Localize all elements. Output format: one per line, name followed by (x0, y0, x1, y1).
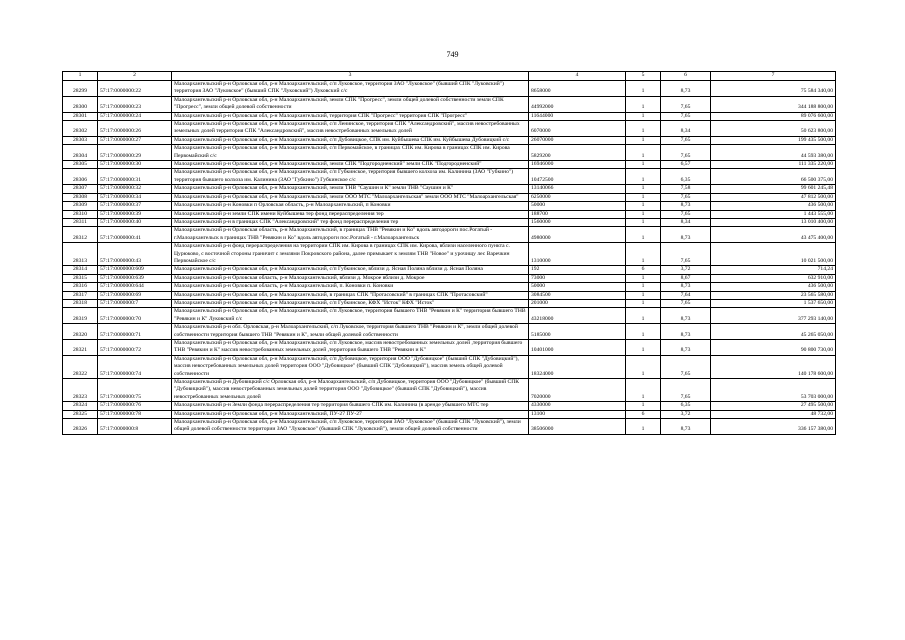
location-description: Малоархангельский р-н Орловская область, р-н Малоархангельский, вблизи д. Мокрое вблизи д. Мокрое (172, 274, 529, 282)
area-value: 43218000 (529, 308, 626, 324)
specific-value: 3,72 (661, 266, 711, 274)
row-number: 28307 (63, 185, 98, 193)
specific-value: 8,34 (661, 218, 711, 226)
location-description: Малоархангельский р-н Коновки п Орловская область, р-н Малоархангельский, п Коновки (172, 202, 529, 210)
cadastral-number: 57:17:0000000:70 (98, 308, 172, 324)
row-number: 28326 (63, 419, 98, 435)
cadastral-value: 344 188 800,00 (711, 96, 836, 112)
cadastral-number: 57:17:0000000:39 (98, 210, 172, 218)
row-number: 28316 (63, 283, 98, 291)
row-number: 28320 (63, 324, 98, 340)
header-cell: 7 (711, 72, 836, 81)
area-value: 8658000 (529, 81, 626, 97)
cadastral-value: 43 475 400,00 (711, 227, 836, 243)
group-code: 1 (626, 379, 661, 402)
row-number: 28306 (63, 169, 98, 185)
row-number: 28321 (63, 340, 98, 356)
location-description: Малоархангельский р-н Орловская обл, р-н Малоархангельский, с/п Губкинское, КФХ "Исток" КФХ "Исток" (172, 299, 529, 307)
table-row (63, 340, 836, 356)
area-value: 7020000 (529, 379, 626, 402)
group-code: 1 (626, 145, 661, 161)
location-description: Малоархангельский р-н Орловская область, р-н Малоархангельский, п. Коновки п. Коновки (172, 283, 529, 291)
cadastral-number: 57:17:0000000:23 (98, 96, 172, 112)
table-row (63, 291, 836, 299)
header-cell: 4 (529, 72, 626, 81)
area-value: 11644000 (529, 112, 626, 120)
cadastral-number: 57:17:0000000:71 (98, 324, 172, 340)
header-cell: 3 (172, 72, 529, 81)
cadastral-value: 13 010 400,00 (711, 218, 836, 226)
specific-value: 8,73 (661, 227, 711, 243)
cadastral-value: 90 800 730,00 (711, 340, 836, 356)
location-description: Малоархангельский р-н Орловская обл, р-н Малоархангельский, территория СПК "Прогресс" территория СПК "Прогресс" (172, 112, 529, 120)
area-value: 4330000 (529, 402, 626, 410)
location-description: Малоархангельский р-н Дубовицкий с/с Орловская обл, р-н Малоархангельский, с/п Дубовицкое, территория ООО "Дубовицкое" (бывший СПК "Дубовицкий"), массив невостребованных земельных долей территория ООО "Дубовицкое" (бывший СПК "Дубовицкий"), массив невостребованных земельных долей (172, 379, 529, 402)
group-code: 1 (626, 291, 661, 299)
group-code: 1 (626, 274, 661, 282)
area-value: 6070000 (529, 121, 626, 137)
table-row (63, 81, 836, 97)
cadastral-number: 57:17:0000000:69 (98, 291, 172, 299)
area-value: 13140066 (529, 185, 626, 193)
group-code: 6 (626, 410, 661, 418)
group-code: 1 (626, 283, 661, 291)
location-description: Малоархангельский р-н Орловская обл, р-н Малоархангельский, с/п Луковское, территория ЗАО "Луковское" (бывший СПК "Луковский"), земли общей долевой собственности территории ЗАО "Луковское" (бывший СПК "Луковский"), земли общей долевой собственности (172, 419, 529, 435)
cadastral-value: 436 500,00 (711, 202, 836, 210)
location-description: Малоархангельский р-н Орловская область, р-н Малоархангельский, в границах ТНВ "Ревякин и Ко" вдоль автодороги пос.Рогатый - г.Малоархангельск в границах ТНВ "Ревякин и Ко" вдоль автодороги пос.Рогатый - г.Малоархангельск (172, 227, 529, 243)
cadastral-number: 57:17:0000000:43 (98, 243, 172, 266)
header-cell: 6 (661, 72, 711, 81)
specific-value: 8,73 (661, 308, 711, 324)
area-value: 50000 (529, 283, 626, 291)
table-row (63, 112, 836, 120)
cadastral-number: 57:17:0000000:40 (98, 218, 172, 226)
group-code: 1 (626, 218, 661, 226)
location-description: Малоархангельский р-н Орловская обл, р-н Малоархангельский, земли ТНВ "Саушин и К" земли ТНВ "Саушин и К" (172, 185, 529, 193)
cadastral-number: 57:17:0000000:29 (98, 145, 172, 161)
specific-value: 7,58 (661, 185, 711, 193)
cadastral-number: 57:17:0000000:8 (98, 419, 172, 435)
area-value: 5185000 (529, 324, 626, 340)
group-code: 1 (626, 355, 661, 378)
page-number: 749 (446, 50, 459, 59)
cadastral-number: 57:17:0000000:22 (98, 81, 172, 97)
cadastral-value: 23 565 580,00 (711, 291, 836, 299)
cadastral-value: 377 293 140,00 (711, 308, 836, 324)
group-code: 1 (626, 243, 661, 266)
specific-value: 7,65 (661, 112, 711, 120)
row-number: 28322 (63, 355, 98, 378)
table-row (63, 96, 836, 112)
table-row (63, 283, 836, 291)
table-row (63, 419, 836, 435)
cadastral-number: 57:17:0000000:30 (98, 161, 172, 169)
location-description: Малоархангельский р-н фонд перераспределения на территории СПК им. Кирова в границах СПК им. Кирова, вблизи населенного пункта с. Цурюково, с восточной стороны граничит с землями Покровского района, далее примыкает к землям ТНВ "Новое" и урочищу лес Варечкин Первомайское с/с (172, 243, 529, 266)
table-row (63, 185, 836, 193)
group-code: 1 (626, 81, 661, 97)
cadastral-value: 48 732,00 (711, 410, 836, 418)
row-number: 28314 (63, 266, 98, 274)
cadastral-value: 75 584 340,00 (711, 81, 836, 97)
specific-value: 8,73 (661, 324, 711, 340)
area-value: 1310000 (529, 243, 626, 266)
table-row (63, 308, 836, 324)
cadastral-number: 57:17:0000000:24 (98, 112, 172, 120)
cadastral-value: 10 021 500,00 (711, 243, 836, 266)
row-number: 28312 (63, 227, 98, 243)
table-row (63, 202, 836, 210)
group-code: 1 (626, 308, 661, 324)
row-number: 28308 (63, 193, 98, 201)
location-description: Малоархангельский р-н земли СПК имени Куйбышева тер фонд перераспределения тер (172, 210, 529, 218)
specific-value: 8,73 (661, 81, 711, 97)
cadastral-value: 1 537 650,00 (711, 299, 836, 307)
group-code: 1 (626, 185, 661, 193)
table-row (63, 218, 836, 226)
group-code: 1 (626, 136, 661, 144)
specific-value: 8,34 (661, 121, 711, 137)
header-cell: 1 (63, 72, 98, 81)
area-value: 16946000 (529, 161, 626, 169)
cadastral-value: 45 265 050,00 (711, 324, 836, 340)
table-row (63, 136, 836, 144)
header-cell: 5 (626, 72, 661, 81)
area-value: 44992000 (529, 96, 626, 112)
row-number: 28309 (63, 202, 98, 210)
specific-value: 7,65 (661, 210, 711, 218)
table-row (63, 266, 836, 274)
table-row (63, 193, 836, 201)
column-number-header-row (63, 72, 836, 81)
cadastral-value: 1 443 555,00 (711, 210, 836, 218)
row-number: 28315 (63, 274, 98, 282)
row-number: 28304 (63, 145, 98, 161)
location-description: Малоархангельский р-н Орловская обл, р-н Малоархангельский, в границах СПК "Протасовский" в границах СПК "Протасовский" (172, 291, 529, 299)
specific-value: 6,35 (661, 402, 711, 410)
table-row (63, 121, 836, 137)
specific-value: 7,65 (661, 96, 711, 112)
cadastral-value: 111 335 220,00 (711, 161, 836, 169)
table-row (63, 379, 836, 402)
row-number: 28305 (63, 161, 98, 169)
specific-value: 7,65 (661, 379, 711, 402)
area-value: 6250000 (529, 193, 626, 201)
row-number: 28299 (63, 81, 98, 97)
group-code: 1 (626, 227, 661, 243)
group-code: 1 (626, 169, 661, 185)
cadastral-number: 57:17:0000000:37 (98, 202, 172, 210)
location-description: Малоархангельский р-н в границах СПК "Александровский" тер фонд перераспределения тер (172, 218, 529, 226)
cadastral-number: 57:17:0000000:74 (98, 355, 172, 378)
area-value: 4980000 (529, 227, 626, 243)
area-value: 18324000 (529, 355, 626, 378)
specific-value: 7,64 (661, 291, 711, 299)
cadastral-number: 57:17:0000000:78 (98, 410, 172, 418)
area-value: 26070000 (529, 136, 626, 144)
area-value: 73000 (529, 274, 626, 282)
location-description: Малоархангельский р-н Орловская обл, р-н Малоархангельский, земли СПК "Прогресс", земли общей долевой собственности земли СПК "Прогресс", земли общей долевой собственности (172, 96, 529, 112)
location-description: Малоархангельский р-н Орловская обл, р-н Малоархангельский, с/п Первомайское, в границах СПК им. Кирова в границах СПК им. Кирова Первомайский с/с (172, 145, 529, 161)
group-code: 1 (626, 402, 661, 410)
row-number: 28317 (63, 291, 98, 299)
location-description: Малоархангельский р-н Орловская обл, р-н Малоархангельский, с/п Губкинское, вблизи д. Ясная Поляна вблизи д. Ясная Поляна (172, 266, 529, 274)
cadastral-number: 57:17:0000000:27 (98, 136, 172, 144)
specific-value: 6,35 (661, 169, 711, 185)
location-description: Малоархангельский р-н Орловская обл, р-н Малоархангельский, с/п Луковское, массив невостребованных земельных долей ,территория бывшего ТНВ "Ревякин и К" массив невостребованных земельных долей ,территория бывшего ТНВ "Ревякин и К" (172, 340, 529, 356)
table-row (63, 402, 836, 410)
table-row (63, 210, 836, 218)
row-number: 28325 (63, 410, 98, 418)
cadastral-value: 140 178 600,00 (711, 355, 836, 378)
cadastral-value: 66 500 375,00 (711, 169, 836, 185)
cadastral-number: 57:17:0000000:7 (98, 299, 172, 307)
cadastral-number: 57:17:0000000:34 (98, 193, 172, 201)
cadastral-number: 57:17:0000000:31 (98, 169, 172, 185)
row-number: 28301 (63, 112, 98, 120)
group-code: 1 (626, 340, 661, 356)
cadastral-value: 714,24 (711, 266, 836, 274)
location-description: Малоархангельский р-н Орловская обл, р-н Малоархангельский, с/п Луковское, территория ЗАО "Луковское" (бывший СПК "Луковский") территория ЗАО "Луковское" (бывший СПК "Луковский") Луковский с/с (172, 81, 529, 97)
specific-value: 8,73 (661, 283, 711, 291)
cadastral-number: 57:17:0000000:639 (98, 274, 172, 282)
cadastral-value: 336 157 380,00 (711, 419, 836, 435)
row-number: 28313 (63, 243, 98, 266)
row-number: 28300 (63, 96, 98, 112)
area-value: 192 (529, 266, 626, 274)
location-description: Малоархангельский р-н Орловская обл, р-н Малоархангельский, с/п Луковское, территория бывшего ТНВ "Ревякин и К" территория бывшего ТНВ "Ревякин и К" Луковский с/с (172, 308, 529, 324)
cadastral-value: 44 593 380,00 (711, 145, 836, 161)
cadastral-number: 57:17:0000000:76 (98, 402, 172, 410)
area-value: 13100 (529, 410, 626, 418)
row-number: 28311 (63, 218, 98, 226)
group-code: 6 (626, 266, 661, 274)
row-number: 28302 (63, 121, 98, 137)
table-row (63, 274, 836, 282)
area-value: 201000 (529, 299, 626, 307)
cadastral-value: 50 623 800,00 (711, 121, 836, 137)
group-code: 1 (626, 210, 661, 218)
location-description: Малоархангельский р-н Орловская обл, р-н Малоархангельский, с/п Дубовицкое, территория ООО "Дубовицкое" (бывший СПК "Дубовицкий"), массив невостребованных земельных долей территория ООО "Дубовицкое" (бывший СПК "Дубовицкий"), массив земель общей долевой собственности (172, 355, 529, 378)
table-row (63, 169, 836, 185)
area-value: 38506000 (529, 419, 626, 435)
cadastral-value: 99 601 245,48 (711, 185, 836, 193)
specific-value: 8,67 (661, 274, 711, 282)
specific-value: 7,65 (661, 193, 711, 201)
cadastral-value: 27 495 500,00 (711, 402, 836, 410)
area-value: 50000 (529, 202, 626, 210)
cadastral-number: 57:17:0000000:72 (98, 340, 172, 356)
table-row (63, 299, 836, 307)
area-value: 188700 (529, 210, 626, 218)
specific-value: 8,73 (661, 202, 711, 210)
specific-value: 3,72 (661, 410, 711, 418)
location-description: Малоархангельский р-н Орловская обл, р-н Малоархангельский, земли ООО МТС "Малоархангельская" земли ООО МТС "Малоархангельская" (172, 193, 529, 201)
specific-value: 7,65 (661, 299, 711, 307)
cadastral-value: 47 812 500,00 (711, 193, 836, 201)
location-description: Малоархангельский р-н Орловская обл, р-н Малоархангельский, земли СПК "Подгородненский" земли СПК "Подгородненский" (172, 161, 529, 169)
location-description: Малоархангельский р-н Орловская обл, р-н Малоархангельский, с/п Ленинское, территория СПК "Александровский", массив невостребованных земельных долей территория СПК "Александровский", массив невостребованных земельных долей (172, 121, 529, 137)
area-value: 10472500 (529, 169, 626, 185)
specific-value: 8,73 (661, 340, 711, 356)
group-code: 1 (626, 202, 661, 210)
cadastral-value-table (62, 71, 836, 435)
group-code: 1 (626, 161, 661, 169)
group-code: 1 (626, 193, 661, 201)
specific-value: 7,65 (661, 243, 711, 266)
area-value: 1560000 (529, 218, 626, 226)
cadastral-number: 57:17:0000000:75 (98, 379, 172, 402)
area-value: 3084500 (529, 291, 626, 299)
row-number: 28324 (63, 402, 98, 410)
specific-value: 6,57 (661, 161, 711, 169)
table-row (63, 410, 836, 418)
cadastral-value: 89 076 600,00 (711, 112, 836, 120)
specific-value: 8,73 (661, 419, 711, 435)
area-value: 5829200 (529, 145, 626, 161)
cadastral-value: 632 910,00 (711, 274, 836, 282)
group-code: 1 (626, 112, 661, 120)
group-code: 1 (626, 299, 661, 307)
specific-value: 7,65 (661, 145, 711, 161)
table-row (63, 355, 836, 378)
table-row (63, 243, 836, 266)
group-code: 1 (626, 96, 661, 112)
table-row (63, 324, 836, 340)
location-description: Малоархангельский р-н Орловская обл, р-н Малоархангельский, с/п Губкинское, территория бывшего колхоза им. Калинина (ЗАО "Губкино") территория бывшего колхоза им. Калинина (ЗАО "Губкино") Губкинское с/с (172, 169, 529, 185)
group-code: 1 (626, 121, 661, 137)
table-row (63, 161, 836, 169)
row-number: 28318 (63, 299, 98, 307)
cadastral-number: 57:17:0000000:32 (98, 185, 172, 193)
cadastral-value: 436 500,00 (711, 283, 836, 291)
location-description: Малоархангельский р-н Земли фонда перераспределения тер территория бывшего СПК им. Калинина (в аренде убывшего МТС тер (172, 402, 529, 410)
table-row (63, 145, 836, 161)
cadastral-number: 57:17:0000000:41 (98, 227, 172, 243)
specific-value: 7,65 (661, 355, 711, 378)
row-number: 28310 (63, 210, 98, 218)
cadastral-number: 57:17:0000000:644 (98, 283, 172, 291)
row-number: 28303 (63, 136, 98, 144)
group-code: 1 (626, 419, 661, 435)
location-description: Малоархангельский р-н Орловская обл, р-н Малоархангельский, с/п Дубовицкое, СПК им. Куйбышева СПК им. Куйбышева Дубовицкий с/с (172, 136, 529, 144)
cadastral-number: 57:17:0000000:26 (98, 121, 172, 137)
row-number: 28319 (63, 308, 98, 324)
table-row (63, 227, 836, 243)
location-description: Малоархангельский р-н Орловская обл, р-н Малоархангельский, ПУ-27 ПУ-27 (172, 410, 529, 418)
cadastral-value: 199 435 500,00 (711, 136, 836, 144)
location-description: Малоархангельский р-н обл. Орловская, р-н Малоархангельский, с/п Луковское, территория бывшего ТНВ "Ревякин и К", земли общей долевой собственности территория бывшего ТНВ "Ревякин и К", земли общей долевой собственности (172, 324, 529, 340)
row-number: 28323 (63, 379, 98, 402)
cadastral-value: 53 703 000,00 (711, 379, 836, 402)
group-code: 1 (626, 324, 661, 340)
specific-value: 7,65 (661, 136, 711, 144)
header-cell: 2 (98, 72, 172, 81)
cadastral-number: 57:17:0000000:609 (98, 266, 172, 274)
area-value: 10401000 (529, 340, 626, 356)
